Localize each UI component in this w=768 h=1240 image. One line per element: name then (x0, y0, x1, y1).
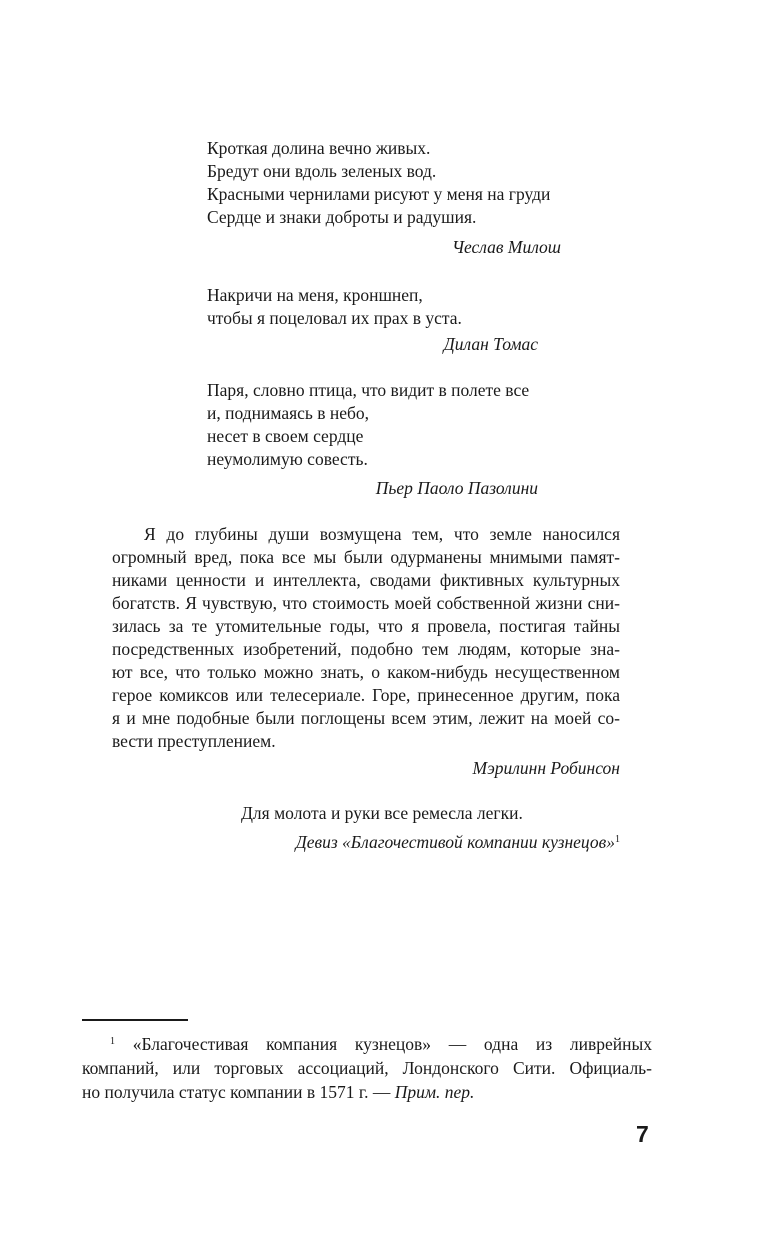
epigraph-author: Пьер Паоло Пазолини (375, 478, 538, 498)
prose-line: огромный вред, пока все мы были одурманены мнимыми памят- (112, 547, 620, 567)
footnote-separator (82, 1019, 188, 1021)
prose-line: вести преступлением. (112, 731, 276, 751)
prose-line: посредственных изобретений, подобно тем людям, которые зна- (112, 639, 620, 659)
motto-attribution (296, 832, 620, 853)
prose-line: я и мне подобные были поглощены всем этим, лежит на моей со- (112, 708, 620, 728)
footnote-line: компаний, или торговых ассоциаций, Лондонского Сити. Официаль- (82, 1058, 652, 1078)
verse-line: Сердце и знаки доброты и радушия. (207, 207, 477, 227)
footnote-line-text: но получила статус компании в 1571 г. — (82, 1082, 395, 1102)
motto-attribution-text: Девиз «Благочестивой компании кузнецов» (295, 832, 615, 852)
verse-line: неумолимую совесть. (207, 449, 368, 469)
prose-line: ют все, что только можно знать, о каком-нибудь несущественном (112, 662, 620, 682)
verse-line: Паря, словно птица, что видит в полете все (207, 380, 530, 400)
verse-line: Бредут они вдоль зеленых вод. (207, 161, 437, 181)
prose-epigraph (112, 523, 620, 753)
epigraph-author: Дилан Томас (443, 334, 538, 354)
footnote-marker: 1 (110, 1036, 115, 1047)
footnote-line (82, 1030, 652, 1056)
verse-line: Кроткая долина вечно живых. (207, 138, 431, 158)
verse-line: Накричи на меня, кроншнеп, (207, 285, 423, 305)
prose-line: герое комиксов или телесериале. Горе, принесенное другим, пока (112, 685, 620, 705)
translator-note-label: Прим. пер. (394, 1082, 475, 1102)
motto-text: Для молота и руки все ремесла легки. (241, 803, 523, 823)
prose-line: богатств. Я чувствую, что стоимость моей собственной жизни сни- (112, 593, 620, 613)
footnote-reference[interactable]: 1 (615, 834, 620, 845)
footnote-line (82, 1080, 652, 1104)
footnote (82, 1030, 652, 1104)
prose-epigraph-author: Мэрилинн Робинсон (472, 758, 620, 778)
prose-line: Я до глубины души возмущена тем, что земле наносился (144, 524, 620, 544)
footnote-line-text: «Благочестивая компания кузнецов» — одна из ливрейных (132, 1034, 652, 1054)
epigraph-pasolini (207, 379, 529, 471)
page-number: 7 (636, 1121, 649, 1147)
prose-line: зилась за те утомительные годы, что я провела, постигая тайны (112, 616, 620, 636)
verse-line: несет в своем сердце (207, 426, 364, 446)
verse-line: и, поднимаясь в небо, (207, 403, 370, 423)
epigraph-milosz (207, 137, 550, 229)
epigraph-thomas (207, 284, 462, 330)
verse-line: Красными чернилами рисуют у меня на груди (207, 184, 551, 204)
epigraph-author: Чеслав Милош (451, 237, 561, 257)
prose-line: никами ценности и интеллекта, сводами фиктивных культурных (112, 570, 620, 590)
verse-line: чтобы я поцеловал их прах в уста. (207, 308, 462, 328)
